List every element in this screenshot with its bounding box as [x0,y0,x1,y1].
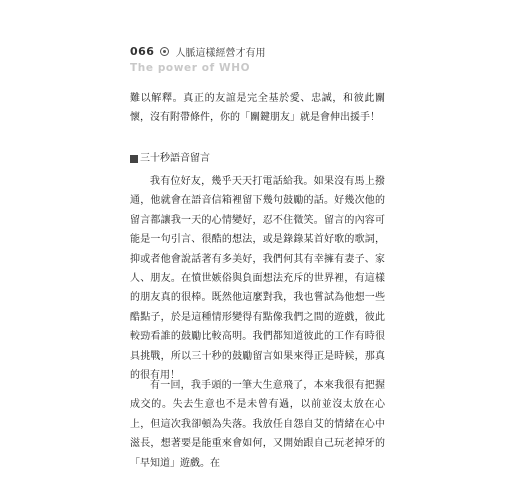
circle-dot-icon [160,47,169,56]
paragraph-2 [130,172,385,385]
paragraph-1-text: 難以解釋。真正的友誼是完全基於愛、忠誠，和彼此關懷，沒有附帶條件，你的「關鍵朋友」就是會伸出援手！ [130,93,385,124]
section-title: 三十秒語音留言 [140,153,210,164]
paragraph-3 [130,376,385,473]
paragraph-1 [130,89,385,128]
square-bullet-icon [130,155,138,163]
paragraph-2-text: 我有位好友，幾乎天天打電話給我。如果沒有馬上撥通，他就會在語音信箱裡留下幾句鼓勵的話。好幾次他的留言都讓我一天的心情變好，忍不住微笑。留言的內容可能是一句引言、很酷的想法，或是錄錄某首好歌的歌詞，抑或者他會說話著有多美好，我們何其有幸擁有妻子、家人、朋友。在憤世嫉俗與負面想法充斥的世界裡，有這樣的朋友真的很棒。既然他這麼對我，我也嘗試為他想一些酷點子，於是這種情形變得有點像我們之間的遊戲，彼此較勁看誰的鼓勵比較高明。我們都知道彼此的工作有時很具挑戰，所以三十秒的鼓勵留言如果來得正是時候，那真的很有用！ [130,176,385,382]
header-row [130,44,450,59]
book-subtitle: The power of WHO [130,62,251,74]
running-header [130,44,450,74]
paragraph-3-text: 有一回，我手頭的一筆大生意飛了，本來我很有把握成交的。失去生意也不是未曾有過，以前並沒太放在心上，但這次我卻頓為失落。我放任自怨自艾的情緒在心中滋長，想著要是能重來會如何，又開始跟自己玩老掉牙的「早知道」遊戲。在 [130,380,385,469]
page-number: 066 [130,45,155,58]
running-title: 人脈這樣經營才有用 [175,48,266,59]
section-heading [130,149,210,168]
